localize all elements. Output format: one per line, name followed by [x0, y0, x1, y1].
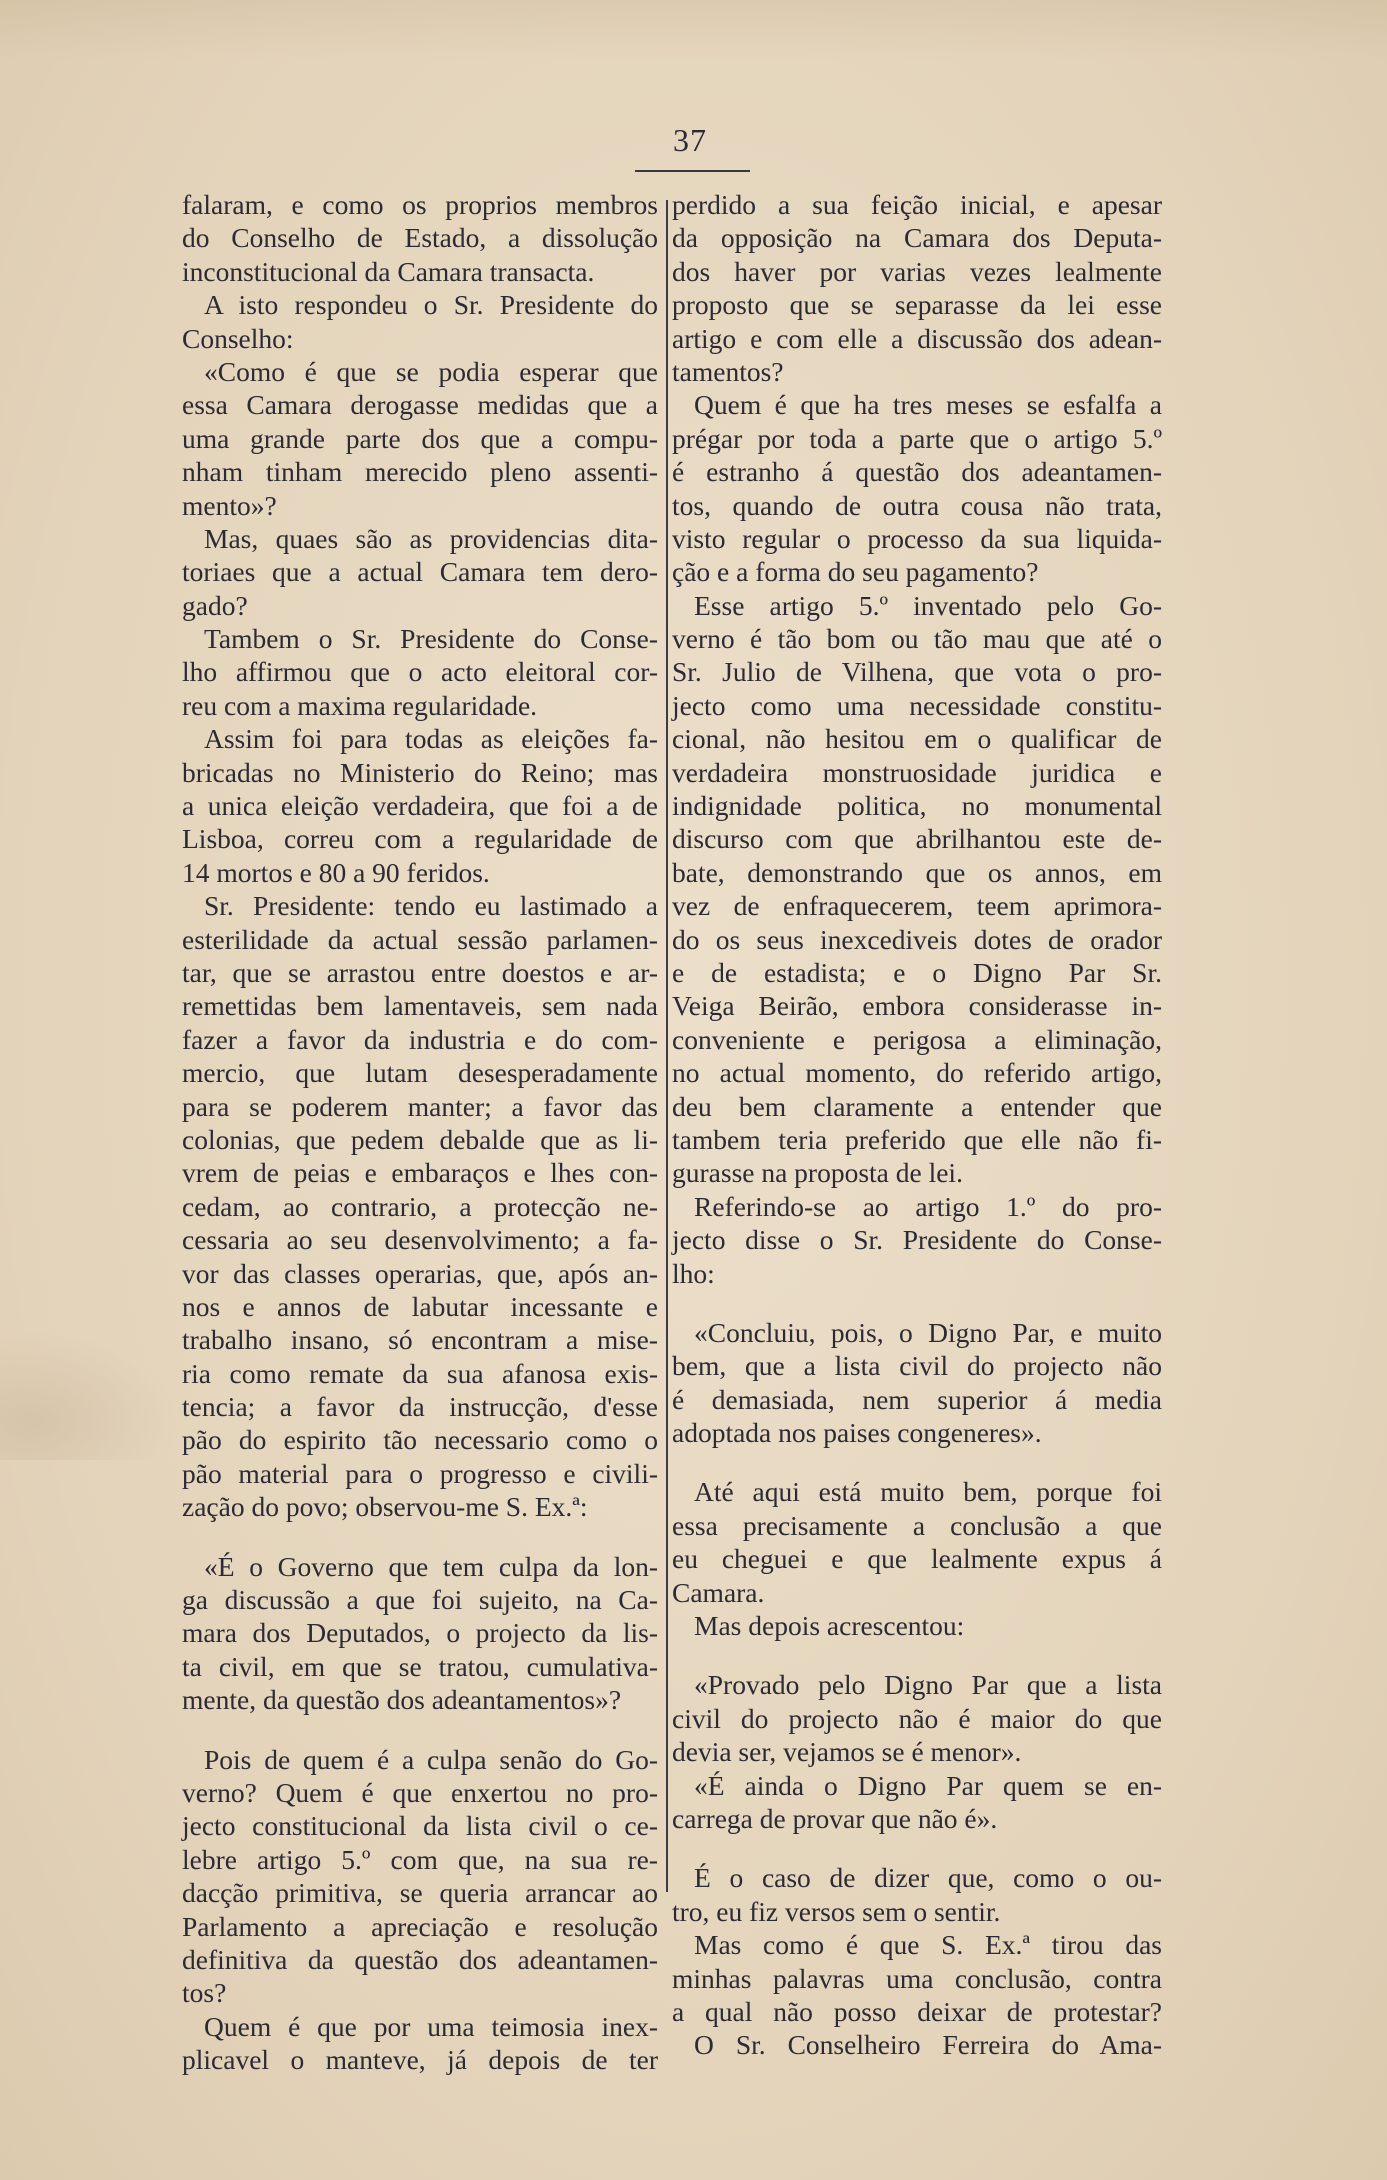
text-line: Referindo-se ao artigo 1.º do pro-	[694, 1190, 1162, 1222]
text-line: Lisboa, correu com a regularidade de	[182, 823, 658, 855]
text-line: proposto que se separasse da lei esse	[672, 289, 1162, 321]
text-line: Conselho:	[182, 322, 294, 354]
text-line: pão material para o progresso e civili-	[182, 1457, 658, 1489]
text-line: verdadeira monstruosidade juridica e	[672, 756, 1162, 788]
text-line: bem, que a lista civil do projecto não	[672, 1350, 1162, 1382]
text-line: lho:	[672, 1257, 715, 1289]
paragraph-gap	[182, 1717, 658, 1743]
text-line: É o caso de dizer que, como o ou-	[694, 1862, 1162, 1894]
text-line: vrem de peias e embaraços e lhes con-	[182, 1157, 658, 1189]
text-line: é demasiada, nem superior á media	[672, 1383, 1162, 1415]
text-line: bate, demonstrando que os annos, em	[672, 856, 1162, 888]
text-line: conveniente e perigosa a eliminação,	[672, 1023, 1162, 1055]
text-line: tar, que se arrastou entre doestos e ar-	[182, 956, 658, 988]
page-number: 37	[673, 122, 707, 158]
text-line: tos?	[182, 1977, 227, 2009]
text-line: a unica eleição verdadeira, que foi a de	[182, 790, 658, 822]
right-column	[672, 188, 1162, 2062]
text-line: indignidade politica, no monumental	[672, 790, 1162, 822]
text-line: do os seus inexcediveis dotes de orador	[672, 923, 1162, 955]
text-line: Camara.	[672, 1576, 765, 1608]
text-line: prégar por toda a parte que o artigo 5.º	[672, 422, 1162, 454]
text-line: cedam, ao contrario, a protecção ne-	[182, 1190, 658, 1222]
text-line: «É ainda o Digno Par quem se en-	[694, 1769, 1162, 1801]
left-column	[182, 188, 658, 2076]
text-line: ga discussão a que foi sujeito, na Ca-	[182, 1584, 658, 1616]
paragraph-gap	[672, 1449, 1162, 1475]
text-line: bricadas no Ministerio do Reino; mas	[182, 756, 658, 788]
text-line: «É o Governo que tem culpa da lon-	[204, 1550, 658, 1582]
text-line: dacção primitiva, se queria arrancar ao	[182, 1877, 658, 1909]
text-line: Tambem o Sr. Presidente do Conse-	[204, 623, 658, 655]
text-line: Pois de quem é a culpa senão do Go-	[204, 1743, 658, 1775]
text-line: Veiga Beirão, embora considerasse in-	[672, 990, 1162, 1022]
text-line: inconstitucional da Camara transacta.	[182, 255, 595, 287]
text-line: eu cheguei e que lealmente expus á	[672, 1543, 1162, 1575]
text-line: essa Camara derogasse medidas que a	[182, 389, 658, 421]
text-line: Quem é que por uma teimosia inex-	[204, 2010, 658, 2042]
text-line: e de estadista; e o Digno Par Sr.	[672, 956, 1162, 988]
page-edge-shading	[0, 0, 1387, 60]
text-line: trabalho insano, só encontram a mise-	[182, 1324, 658, 1356]
text-line: cional, não hesitou em o qualificar de	[672, 723, 1162, 755]
text-line: tamentos?	[672, 355, 784, 387]
text-line: remettidas bem lamentaveis, sem nada	[182, 990, 658, 1022]
paragraph-gap	[672, 1642, 1162, 1668]
text-line: Assim foi para todas as eleições fa-	[204, 723, 658, 755]
text-line: lho affirmou que o acto eleitoral cor-	[182, 656, 658, 688]
text-line: ria como remate da sua afanosa exis-	[182, 1357, 658, 1389]
text-line: ção e a forma do seu pagamento?	[672, 556, 1039, 588]
paragraph-gap	[672, 1835, 1162, 1861]
text-line: definitiva da questão dos adeantamen-	[182, 1943, 658, 1975]
text-line: cessaria ao seu desenvolvimento; a fa-	[182, 1224, 658, 1256]
text-line: mente, da questão dos adeantamentos»?	[182, 1684, 622, 1716]
text-line: ta civil, em que se tratou, cumulativa-	[182, 1650, 658, 1682]
text-line: no actual momento, do referido artigo,	[672, 1057, 1162, 1089]
text-line: colonias, que pedem debalde que as li-	[182, 1123, 658, 1155]
text-line: plicavel o manteve, já depois de ter	[182, 2044, 658, 2076]
text-line: tencia; a favor da instrucção, d'esse	[182, 1391, 658, 1423]
text-line: deu bem claramente a entender que	[672, 1090, 1162, 1122]
text-line: carrega de provar que não é».	[672, 1802, 998, 1834]
text-line: verno é tão bom ou tão mau que até o	[672, 623, 1162, 655]
text-line: tro, eu fiz versos sem o sentir.	[672, 1895, 1001, 1927]
text-line: gado?	[182, 589, 248, 621]
text-line: verno? Quem é que enxertou no pro-	[182, 1776, 658, 1808]
text-line: Esse artigo 5.º inventado pelo Go-	[694, 589, 1162, 621]
text-line: para se poderem manter; a favor das	[182, 1090, 658, 1122]
text-line: lebre artigo 5.º com que, na sua re-	[182, 1843, 658, 1875]
text-line: Até aqui está muito bem, porque foi	[694, 1476, 1162, 1508]
text-line: perdido a sua feição inicial, e apesar	[672, 189, 1162, 220]
text-line: Mas depois acrescentou:	[694, 1610, 965, 1642]
text-line: artigo e com elle a discussão dos adean-	[672, 322, 1162, 354]
text-line: uma grande parte dos que a compu-	[182, 422, 658, 454]
text-line: Quem é que ha tres meses se esfalfa a	[694, 389, 1162, 421]
text-line: é estranho á questão dos adeantamen-	[672, 456, 1162, 488]
text-line: Mas como é que S. Ex.ª tirou das	[694, 1929, 1162, 1961]
text-line: mercio, que lutam desesperadamente	[182, 1057, 658, 1089]
text-line: fazer a favor da industria e do com-	[182, 1023, 658, 1055]
text-line: O Sr. Conselheiro Ferreira do Ama-	[694, 2029, 1162, 2061]
text-line: vor das classes operarias, que, após an-	[182, 1257, 658, 1289]
header-rule	[635, 170, 750, 172]
text-line: reu com a maxima regularidade.	[182, 689, 538, 721]
text-line: Mas, quaes são as providencias dita-	[204, 522, 658, 554]
text-line: a qual não posso deixar de protestar?	[672, 1995, 1162, 2027]
text-line: zação do povo; observou-me S. Ex.ª:	[182, 1491, 588, 1523]
text-line: tos, quando de outra cousa não trata,	[672, 489, 1162, 521]
text-line: toriaes que a actual Camara tem dero-	[182, 556, 658, 588]
text-line: devia ser, vejamos se é menor».	[672, 1736, 1022, 1768]
text-line: A isto respondeu o Sr. Presidente do	[204, 289, 658, 321]
text-line: falaram, e como os proprios membros	[182, 189, 658, 220]
text-line: discurso com que abrilhantou este de-	[672, 823, 1162, 855]
paper-stain	[0, 1330, 180, 1460]
text-line: gurasse na proposta de lei.	[672, 1157, 963, 1189]
text-line: dos haver por varias vezes lealmente	[672, 255, 1162, 287]
text-line: 14 mortos e 80 a 90 feridos.	[182, 856, 490, 888]
text-line: da opposição na Camara dos Deputa-	[672, 222, 1162, 254]
text-line: pão do espirito tão necessario como o	[182, 1424, 658, 1456]
paragraph-gap	[672, 1290, 1162, 1316]
column-divider	[666, 200, 668, 1892]
text-line: Parlamento a apreciação e resolução	[182, 1910, 658, 1942]
text-line: esterilidade da actual sessão parlamen-	[182, 923, 658, 955]
text-line: «Provado pelo Digno Par que a lista	[694, 1669, 1162, 1701]
text-line: jecto como uma necessidade constitu-	[672, 689, 1162, 721]
text-line: jecto disse o Sr. Presidente do Conse-	[672, 1224, 1162, 1256]
text-line: minhas palavras uma conclusão, contra	[672, 1962, 1162, 1994]
text-line: vez de enfraquecerem, teem aprimora-	[672, 890, 1162, 922]
text-line: «Como é que se podia esperar que	[204, 355, 658, 387]
text-line: tambem teria preferido que elle não fi-	[672, 1123, 1162, 1155]
text-line: Sr. Presidente: tendo eu lastimado a	[204, 890, 658, 922]
text-line: essa precisamente a conclusão a que	[672, 1509, 1162, 1541]
text-line: visto regular o processo da sua liquida-	[672, 522, 1162, 554]
text-line: jecto constitucional da lista civil o ce-	[182, 1810, 658, 1842]
text-line: nos e annos de labutar incessante e	[182, 1290, 658, 1322]
text-line: Sr. Julio de Vilhena, que vota o pro-	[672, 656, 1162, 688]
text-line: mara dos Deputados, o projecto da lis-	[182, 1617, 658, 1649]
text-line: nham tinham merecido pleno assenti-	[182, 456, 658, 488]
text-line: do Conselho de Estado, a dissolução	[182, 222, 658, 254]
text-line: «Concluiu, pois, o Digno Par, e muito	[694, 1316, 1162, 1348]
text-line: adoptada nos paises congeneres».	[672, 1417, 1042, 1449]
paragraph-gap	[182, 1524, 658, 1550]
text-line: mento»?	[182, 489, 277, 521]
text-line: civil do projecto não é maior do que	[672, 1702, 1162, 1734]
